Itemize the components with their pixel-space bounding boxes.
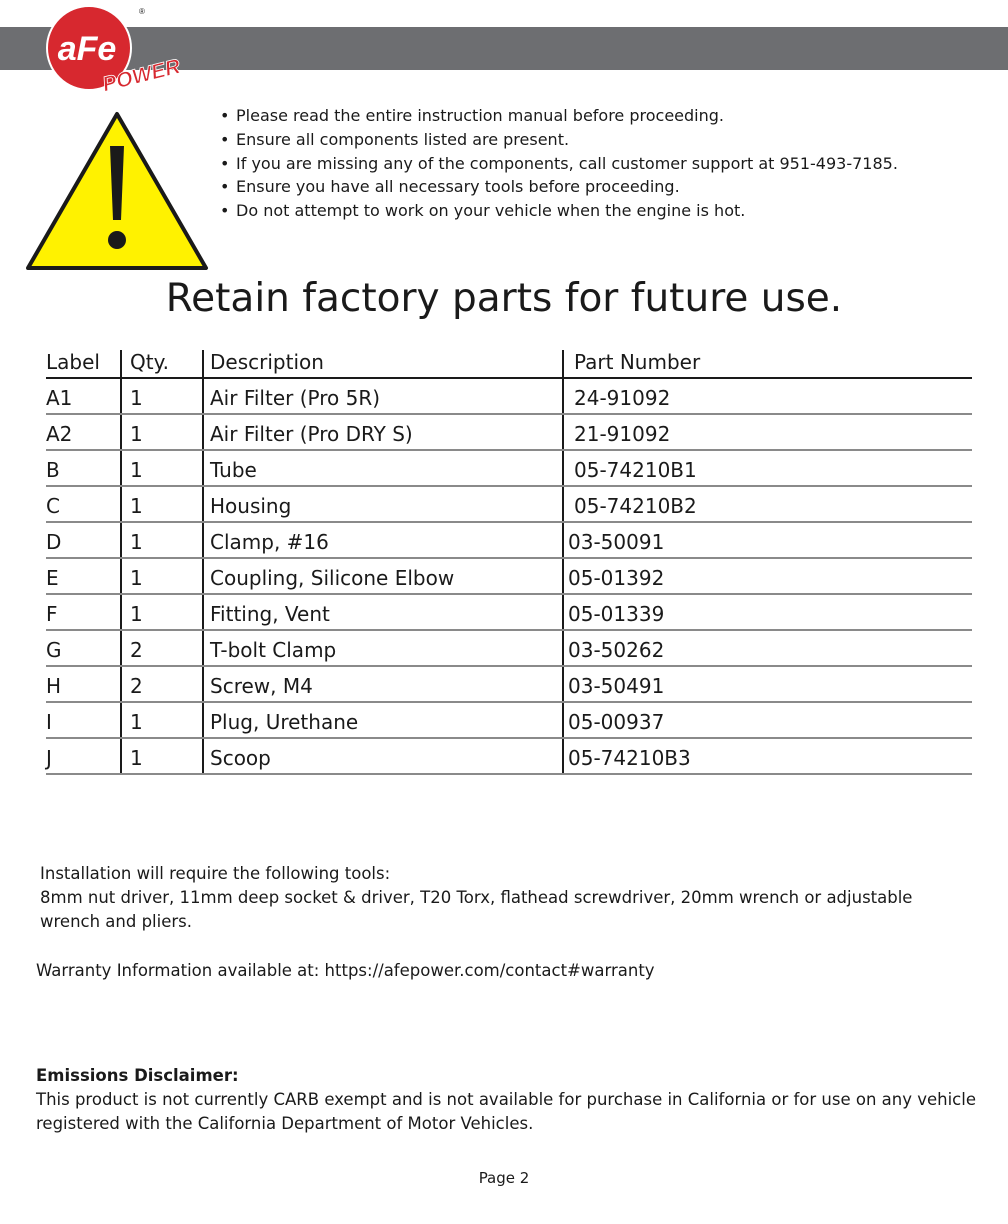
cell-qty: 1 [130,386,143,410]
row-divider [46,449,972,451]
safety-instruction: • Do not attempt to work on your vehicle when the engine is hot. [220,199,898,223]
safety-instruction: • Please read the entire instruction manual before proceeding. [220,104,898,128]
cell-label: J [46,746,52,770]
cell-qty: 1 [130,530,143,554]
safety-instruction: • If you are missing any of the components, call customer support at 951-493-7185. [220,152,898,176]
row-divider [46,629,972,631]
cell-label: E [46,566,59,590]
cell-description: Clamp, #16 [210,530,329,554]
cell-part-number: 05-00937 [568,710,665,734]
cell-qty: 2 [130,674,143,698]
cell-label: G [46,638,62,662]
cell-qty: 2 [130,638,143,662]
cell-part-number: 03-50262 [568,638,665,662]
cell-label: H [46,674,62,698]
cell-part-number: 05-74210B3 [568,746,691,770]
cell-qty: 1 [130,602,143,626]
header-qty: Qty. [130,350,169,374]
header-part-number: Part Number [574,350,701,374]
cell-description: Air Filter (Pro DRY S) [210,422,413,446]
cell-description: Screw, M4 [210,674,313,698]
row-divider [46,521,972,523]
row-divider [46,701,972,703]
cell-part-number: 24-91092 [574,386,671,410]
safety-instruction: • Ensure all components listed are present. [220,128,898,152]
cell-label: F [46,602,58,626]
cell-label: D [46,530,62,554]
cell-description: Plug, Urethane [210,710,359,734]
safety-instructions [220,104,898,223]
tools-section [40,862,940,934]
warranty-info: Warranty Information available at: https://afepower.com/contact#warranty [36,961,655,980]
row-divider [46,557,972,559]
cell-label: I [46,710,52,734]
row-divider [46,593,972,595]
cell-part-number: 05-74210B1 [574,458,697,482]
cell-description: Fitting, Vent [210,602,330,626]
cell-part-number: 05-01392 [568,566,665,590]
row-divider [46,665,972,667]
svg-text:®: ® [139,7,145,16]
cell-qty: 1 [130,746,143,770]
cell-label: A1 [46,386,73,410]
cell-qty: 1 [130,710,143,734]
cell-label: B [46,458,60,482]
cell-part-number: 05-01339 [568,602,665,626]
cell-description: Housing [210,494,292,518]
safety-instruction: • Ensure you have all necessary tools before proceeding. [220,175,898,199]
row-divider [46,737,972,739]
tools-intro: Installation will require the following tools: [40,864,391,883]
logo-subtext: POWER [100,54,183,97]
cell-part-number: 03-50091 [568,530,665,554]
cell-part-number: 05-74210B2 [574,494,697,518]
row-divider [46,773,972,775]
cell-description: Scoop [210,746,271,770]
cell-description: Coupling, Silicone Elbow [210,566,455,590]
header-description: Description [210,350,324,374]
cell-label: A2 [46,422,73,446]
warning-triangle-icon [24,110,210,274]
cell-part-number: 21-91092 [574,422,671,446]
row-divider [46,413,972,415]
afe-power-logo [45,2,195,98]
row-divider [46,485,972,487]
logo-text: aFe [57,30,117,68]
emissions-body: This product is not currently CARB exempt and is not available for purchase in California or for use on any vehicle registered with the California Department of Motor Vehicles. [36,1090,976,1133]
cell-label: C [46,494,60,518]
cell-qty: 1 [130,458,143,482]
header-label: Label [46,350,100,374]
page-number: Page 2 [478,1169,530,1187]
cell-qty: 1 [130,422,143,446]
cell-description: T-bolt Clamp [210,638,337,662]
cell-description: Air Filter (Pro 5R) [210,386,381,410]
emissions-heading: Emissions Disclaimer: [36,1066,239,1085]
cell-qty: 1 [130,494,143,518]
cell-description: Tube [210,458,257,482]
cell-part-number: 03-50491 [568,674,665,698]
tools-list: 8mm nut driver, 11mm deep socket & driver, T20 Torx, flathead screwdriver, 20mm wrench or adjustable wrench and pliers. [40,888,913,931]
cell-qty: 1 [130,566,143,590]
header-divider [46,377,972,379]
retain-notice: Retain factory parts for future use. [165,276,843,321]
emissions-disclaimer [36,1064,986,1136]
